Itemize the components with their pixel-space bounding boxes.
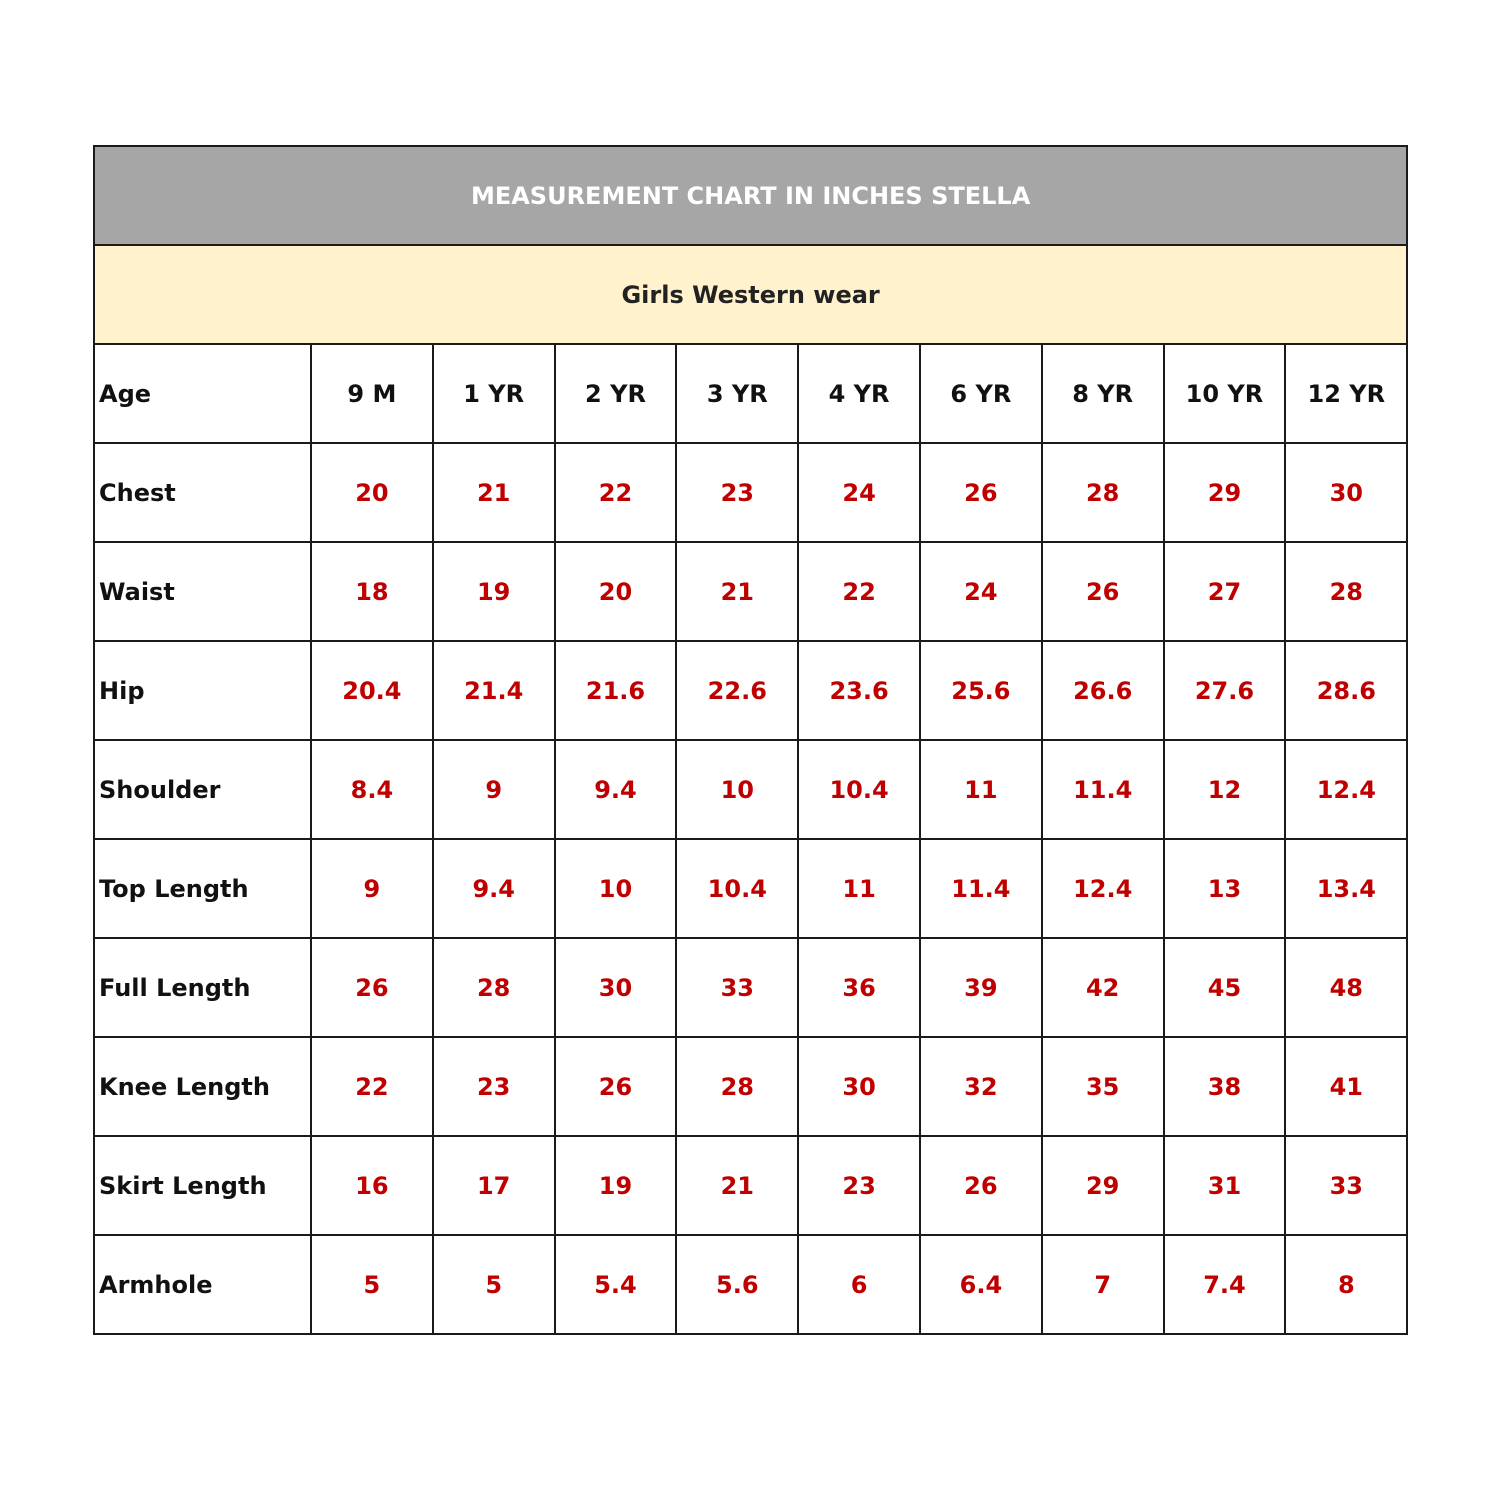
value-cell: 20 [555, 542, 677, 641]
age-header-cell: 12 YR [1285, 344, 1407, 443]
value-cell: 28.6 [1285, 641, 1407, 740]
value-cell: 36 [798, 938, 920, 1037]
value-cell: 41 [1285, 1037, 1407, 1136]
age-header-cell: 8 YR [1042, 344, 1164, 443]
row-label: Knee Length [94, 1037, 311, 1136]
value-cell: 48 [1285, 938, 1407, 1037]
age-header-cell: 6 YR [920, 344, 1042, 443]
value-cell: 7 [1042, 1235, 1164, 1334]
value-cell: 19 [433, 542, 555, 641]
value-cell: 33 [1285, 1136, 1407, 1235]
value-cell: 23 [676, 443, 798, 542]
value-cell: 17 [433, 1136, 555, 1235]
value-cell: 6 [798, 1235, 920, 1334]
age-header-row [94, 344, 1407, 443]
value-cell: 23.6 [798, 641, 920, 740]
value-cell: 22 [798, 542, 920, 641]
value-cell: 26 [920, 443, 1042, 542]
value-cell: 8 [1285, 1235, 1407, 1334]
row-label: Chest [94, 443, 311, 542]
value-cell: 19 [555, 1136, 677, 1235]
chart-body [94, 146, 1407, 1334]
value-cell: 9 [311, 839, 433, 938]
value-cell: 10.4 [676, 839, 798, 938]
row-label: Shoulder [94, 740, 311, 839]
value-cell: 9.4 [433, 839, 555, 938]
value-cell: 5.6 [676, 1235, 798, 1334]
table-row [94, 641, 1407, 740]
row-label: Armhole [94, 1235, 311, 1334]
value-cell: 21.4 [433, 641, 555, 740]
value-cell: 7.4 [1164, 1235, 1286, 1334]
value-cell: 25.6 [920, 641, 1042, 740]
value-cell: 21 [676, 542, 798, 641]
value-cell: 45 [1164, 938, 1286, 1037]
value-cell: 26 [1042, 542, 1164, 641]
value-cell: 35 [1042, 1037, 1164, 1136]
value-cell: 32 [920, 1037, 1042, 1136]
age-header-cell: 4 YR [798, 344, 920, 443]
value-cell: 21 [433, 443, 555, 542]
value-cell: 20.4 [311, 641, 433, 740]
value-cell: 13 [1164, 839, 1286, 938]
value-cell: 31 [1164, 1136, 1286, 1235]
value-cell: 38 [1164, 1037, 1286, 1136]
value-cell: 11.4 [1042, 740, 1164, 839]
value-cell: 12 [1164, 740, 1286, 839]
table-row [94, 938, 1407, 1037]
value-cell: 26 [920, 1136, 1042, 1235]
value-cell: 39 [920, 938, 1042, 1037]
value-cell: 29 [1164, 443, 1286, 542]
age-header-cell: 10 YR [1164, 344, 1286, 443]
value-cell: 8.4 [311, 740, 433, 839]
value-cell: 21 [676, 1136, 798, 1235]
value-cell: 24 [798, 443, 920, 542]
value-cell: 12.4 [1285, 740, 1407, 839]
row-label: Skirt Length [94, 1136, 311, 1235]
row-label: Top Length [94, 839, 311, 938]
value-cell: 42 [1042, 938, 1164, 1037]
age-header-cell: 1 YR [433, 344, 555, 443]
age-header-cell: 2 YR [555, 344, 677, 443]
value-cell: 11.4 [920, 839, 1042, 938]
row-label: Waist [94, 542, 311, 641]
value-cell: 26.6 [1042, 641, 1164, 740]
row-label: Hip [94, 641, 311, 740]
table-row [94, 839, 1407, 938]
table-row [94, 1037, 1407, 1136]
row-label: Full Length [94, 938, 311, 1037]
value-cell: 33 [676, 938, 798, 1037]
value-cell: 9 [433, 740, 555, 839]
value-cell: 23 [798, 1136, 920, 1235]
table-row [94, 542, 1407, 641]
age-header-cell: 9 M [311, 344, 433, 443]
value-cell: 21.6 [555, 641, 677, 740]
age-header-label: Age [94, 344, 311, 443]
measurement-chart-table [93, 145, 1408, 1335]
value-cell: 5 [433, 1235, 555, 1334]
value-cell: 22.6 [676, 641, 798, 740]
value-cell: 10 [555, 839, 677, 938]
value-cell: 11 [920, 740, 1042, 839]
value-cell: 28 [1285, 542, 1407, 641]
value-cell: 28 [676, 1037, 798, 1136]
chart-title: MEASUREMENT CHART IN INCHES STELLA [94, 146, 1407, 245]
value-cell: 27 [1164, 542, 1286, 641]
value-cell: 11 [798, 839, 920, 938]
value-cell: 6.4 [920, 1235, 1042, 1334]
value-cell: 27.6 [1164, 641, 1286, 740]
value-cell: 26 [555, 1037, 677, 1136]
value-cell: 5 [311, 1235, 433, 1334]
value-cell: 13.4 [1285, 839, 1407, 938]
value-cell: 22 [555, 443, 677, 542]
value-cell: 10 [676, 740, 798, 839]
table-row [94, 1235, 1407, 1334]
value-cell: 26 [311, 938, 433, 1037]
value-cell: 23 [433, 1037, 555, 1136]
value-cell: 12.4 [1042, 839, 1164, 938]
value-cell: 10.4 [798, 740, 920, 839]
value-cell: 28 [433, 938, 555, 1037]
value-cell: 24 [920, 542, 1042, 641]
value-cell: 30 [555, 938, 677, 1037]
table-row [94, 1136, 1407, 1235]
value-cell: 29 [1042, 1136, 1164, 1235]
value-cell: 20 [311, 443, 433, 542]
table-row [94, 443, 1407, 542]
value-cell: 30 [798, 1037, 920, 1136]
title-row [94, 146, 1407, 245]
value-cell: 28 [1042, 443, 1164, 542]
age-header-cell: 3 YR [676, 344, 798, 443]
table-row [94, 740, 1407, 839]
value-cell: 30 [1285, 443, 1407, 542]
value-cell: 5.4 [555, 1235, 677, 1334]
value-cell: 9.4 [555, 740, 677, 839]
value-cell: 16 [311, 1136, 433, 1235]
value-cell: 18 [311, 542, 433, 641]
subtitle-row [94, 245, 1407, 344]
value-cell: 22 [311, 1037, 433, 1136]
chart-subtitle: Girls Western wear [94, 245, 1407, 344]
